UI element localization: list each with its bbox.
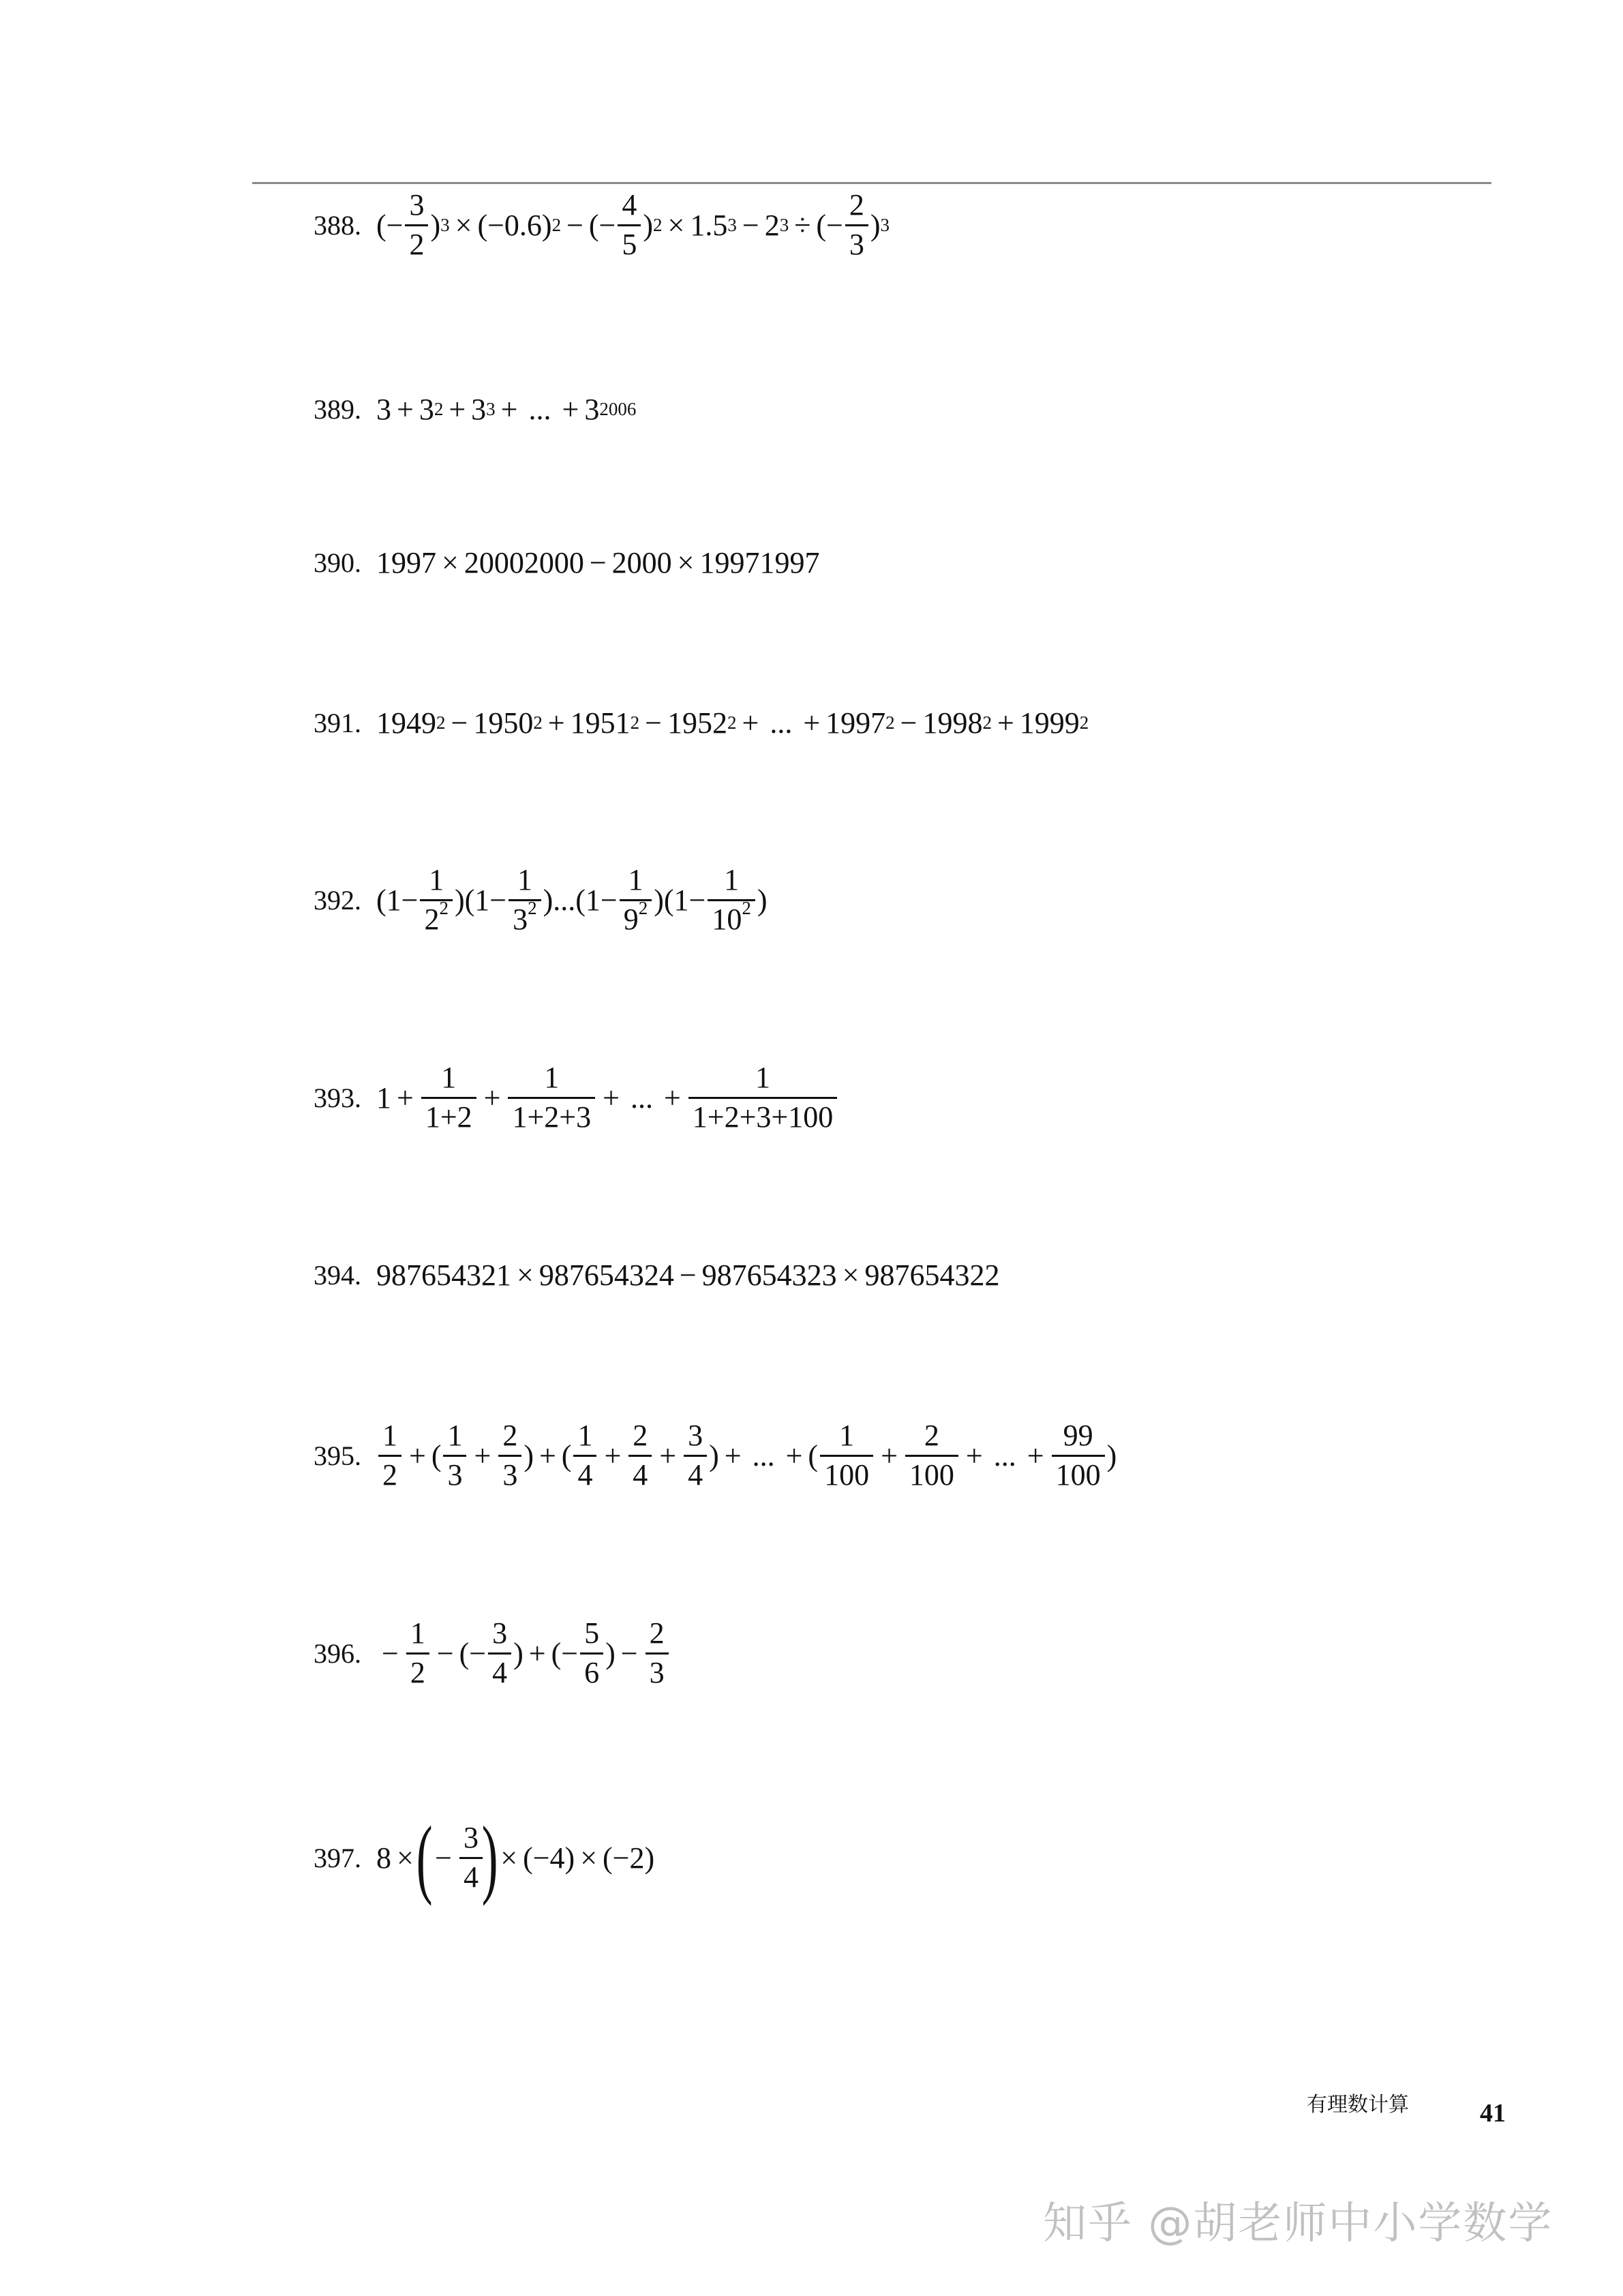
fraction <box>459 1822 483 1892</box>
denominator: 4 <box>628 1455 652 1491</box>
problem-number: 391. <box>314 707 361 738</box>
fraction <box>420 864 453 935</box>
operator: + <box>528 1636 546 1670</box>
problem-number: 397. <box>314 1842 361 1873</box>
problem-number: 392. <box>314 884 361 916</box>
fraction <box>378 1420 401 1490</box>
denominator: 100 <box>905 1455 958 1491</box>
numerator: 1 <box>544 1061 560 1095</box>
fraction <box>628 1420 652 1490</box>
denominator: 1+2+3 <box>508 1097 595 1133</box>
expression <box>376 545 819 580</box>
term: (− <box>459 1636 487 1670</box>
numerator: 5 <box>584 1616 600 1650</box>
operator: × <box>667 208 685 242</box>
operator: × <box>500 1841 518 1875</box>
ellipsis: ... <box>630 1081 653 1115</box>
operator: − <box>742 208 759 242</box>
expression <box>376 864 768 935</box>
section-title: 有理数计算 <box>1307 2093 1409 2117</box>
numerator: 2 <box>649 1616 665 1650</box>
numerator: 2 <box>502 1419 518 1453</box>
operator: + <box>397 1081 414 1115</box>
term: 987654324 <box>539 1258 674 1292</box>
term: 1997 <box>376 545 436 579</box>
problem-number: 394. <box>314 1259 361 1290</box>
operator: × <box>842 1258 860 1292</box>
big-paren-right: ) <box>481 1809 498 1907</box>
term: 3 <box>584 392 600 426</box>
operator: + <box>997 706 1014 740</box>
numerator: 2 <box>924 1419 939 1453</box>
term: 19971997 <box>699 545 820 579</box>
term: ) <box>430 208 441 242</box>
term: 987654323 <box>701 1258 837 1292</box>
numerator: 2 <box>849 188 864 222</box>
numerator: 3 <box>409 188 425 222</box>
base: 10 <box>712 902 742 936</box>
operator: + <box>724 1438 742 1472</box>
fraction <box>509 864 541 935</box>
expression <box>376 1420 1117 1490</box>
numerator: 1 <box>577 1419 593 1453</box>
exponent: 2 <box>638 897 648 918</box>
numerator: 1 <box>447 1419 463 1453</box>
operator: + <box>785 1438 803 1472</box>
problem-389 <box>314 354 636 464</box>
expression: (− $\frac{3}{2}$ ) 3 × (−0.6) 2 − (− $\frac{4}{5}$ ) 2 × 1.5 3 − 2 3 ÷ (− $\frac{2}{3}$ ) 3 <box>376 188 890 261</box>
term: 987654321 <box>376 1258 511 1292</box>
ellipsis: ... <box>528 392 551 426</box>
exponent: 2 <box>742 897 751 918</box>
term: 1 <box>376 1081 391 1115</box>
fraction <box>573 1420 596 1490</box>
term: ) <box>870 208 881 242</box>
operator: × <box>677 545 695 579</box>
denominator: 3 <box>498 1455 521 1491</box>
problem-392 <box>314 845 768 954</box>
exponent: 2 <box>439 897 449 918</box>
term: 1.5 <box>690 208 728 242</box>
fraction <box>688 1062 837 1132</box>
denominator <box>620 899 652 935</box>
fraction <box>508 1062 595 1132</box>
operator: + <box>604 1438 622 1472</box>
base: 9 <box>623 902 639 936</box>
operator: + <box>742 706 759 740</box>
operator: − <box>566 208 583 242</box>
problem-391 <box>314 668 1089 777</box>
operator: × <box>397 1841 414 1875</box>
operator: − <box>435 1841 452 1875</box>
base: 3 <box>513 902 528 936</box>
operator: − <box>589 545 607 579</box>
operator: − <box>451 706 468 740</box>
numerator: 3 <box>492 1616 508 1650</box>
problem-393 <box>314 1043 839 1152</box>
operator: ÷ <box>794 208 811 242</box>
operator: − <box>382 1636 399 1670</box>
fraction <box>708 864 755 935</box>
term: (−4) <box>523 1841 575 1875</box>
operator: + <box>539 1438 556 1472</box>
denominator: 3 <box>443 1455 466 1491</box>
problem-number: 388. <box>314 209 361 241</box>
operator: − <box>679 1258 697 1292</box>
term: ) <box>524 1438 534 1472</box>
operator: × <box>517 1258 534 1292</box>
fraction <box>820 1420 873 1490</box>
numerator: 4 <box>622 188 637 222</box>
denominator: 1+2+3+100 <box>688 1097 837 1133</box>
fraction <box>646 1618 669 1688</box>
operator: + <box>397 392 414 426</box>
operator: − <box>620 1636 638 1670</box>
numerator: 99 <box>1063 1419 1093 1453</box>
operator: − <box>645 706 662 740</box>
numerator: 1 <box>839 1419 855 1453</box>
denominator: 100 <box>820 1455 873 1491</box>
operator: × <box>580 1841 598 1875</box>
problem-396 <box>314 1599 671 1708</box>
ellipsis: ... <box>993 1438 1016 1472</box>
fraction <box>618 190 641 260</box>
term: ) <box>709 1438 719 1472</box>
term: ) <box>757 883 768 917</box>
denominator: 6 <box>580 1652 603 1689</box>
fraction <box>421 1062 476 1132</box>
fraction <box>406 1618 429 1688</box>
term: (− <box>376 208 404 242</box>
term: (− <box>551 1636 579 1670</box>
operator: × <box>455 208 472 242</box>
term: (− <box>588 208 616 242</box>
denominator: 1+2 <box>421 1097 476 1133</box>
problem-number: 390. <box>314 547 361 578</box>
numerator: 1 <box>628 863 643 897</box>
problem-397 <box>314 1803 654 1912</box>
term: ( <box>808 1438 819 1472</box>
operator: + <box>500 392 518 426</box>
denominator: 4 <box>488 1652 511 1689</box>
expression: 3 + 3 2 + 3 3 + ... + 3 2006 <box>376 392 637 426</box>
expression <box>376 1062 839 1132</box>
denominator: 2 <box>378 1455 401 1491</box>
operator: × <box>442 545 459 579</box>
operator: + <box>965 1438 983 1472</box>
denominator <box>509 899 541 935</box>
problem-number: 393. <box>314 1082 361 1113</box>
fraction <box>443 1420 466 1490</box>
operator: − <box>900 706 917 740</box>
term: 1950 <box>473 706 534 740</box>
term: 1952 <box>667 706 727 740</box>
denominator: 2 <box>405 224 428 260</box>
numerator: 1 <box>441 1061 457 1095</box>
term: (− <box>816 208 843 242</box>
operator: + <box>803 706 821 740</box>
denominator <box>708 899 755 935</box>
operator: + <box>663 1081 681 1115</box>
denominator: 4 <box>459 1857 483 1893</box>
denominator <box>420 899 453 935</box>
operator: + <box>449 392 466 426</box>
term: ( <box>561 1438 572 1472</box>
exponent: 2 <box>528 897 537 918</box>
problem-394 <box>314 1220 999 1329</box>
term: ) <box>643 208 654 242</box>
fraction <box>620 864 652 935</box>
operator: + <box>474 1438 491 1472</box>
term: 1951 <box>570 706 631 740</box>
denominator: 4 <box>573 1455 596 1491</box>
expression <box>376 1618 671 1688</box>
numerator: 1 <box>517 863 532 897</box>
fraction <box>488 1618 511 1688</box>
term: 987654322 <box>864 1258 1000 1292</box>
expression <box>376 1258 999 1293</box>
fraction <box>845 190 868 260</box>
denominator: 4 <box>684 1455 707 1491</box>
operator: + <box>409 1438 426 1472</box>
operator: + <box>881 1438 898 1472</box>
fraction <box>405 190 428 260</box>
term: 2000 <box>611 545 672 579</box>
term: 1999 <box>1019 706 1080 740</box>
denominator: 3 <box>845 224 868 260</box>
term: 3 <box>419 392 434 426</box>
fraction <box>498 1420 521 1490</box>
denominator: 5 <box>618 224 641 260</box>
problem-395 <box>314 1401 1117 1510</box>
problem-388 <box>314 170 890 280</box>
ellipsis: ... <box>752 1438 775 1472</box>
term: ) <box>513 1636 524 1670</box>
fraction <box>905 1420 958 1490</box>
numerator: 1 <box>755 1061 770 1095</box>
fraction <box>580 1618 603 1688</box>
numerator: 3 <box>688 1419 703 1453</box>
numerator: 1 <box>429 863 444 897</box>
term: ) <box>605 1636 616 1670</box>
operator: − <box>436 1636 454 1670</box>
numerator: 3 <box>463 1821 479 1855</box>
term: (1− <box>376 883 419 917</box>
fraction <box>1052 1420 1105 1490</box>
term: 3 <box>471 392 487 426</box>
term: 2 <box>764 208 780 242</box>
expression <box>376 1809 655 1907</box>
problem-number: 389. <box>314 393 361 425</box>
operator: + <box>483 1081 501 1115</box>
problem-number: 396. <box>314 1637 361 1669</box>
term: 20002000 <box>464 545 584 579</box>
ellipsis: ... <box>770 706 793 740</box>
denominator: 100 <box>1052 1455 1105 1491</box>
term: (−2) <box>603 1841 655 1875</box>
denominator: 2 <box>406 1652 429 1689</box>
term: )...(1− <box>543 883 618 917</box>
problem-390 <box>314 508 819 617</box>
term: 8 <box>376 1841 391 1875</box>
term: ) <box>1106 1438 1117 1472</box>
term: 3 <box>376 392 391 426</box>
numerator: 2 <box>633 1419 648 1453</box>
term: )(1− <box>454 883 507 917</box>
numerator: 1 <box>410 1616 425 1650</box>
fraction <box>684 1420 707 1490</box>
operator: + <box>659 1438 677 1472</box>
term: )(1− <box>654 883 706 917</box>
numerator: 1 <box>382 1419 397 1453</box>
big-paren-left: ( <box>416 1809 433 1907</box>
term: 1998 <box>922 706 983 740</box>
operator: + <box>1027 1438 1044 1472</box>
base: 2 <box>424 902 440 936</box>
term: (−0.6) <box>477 208 552 242</box>
term: 1997 <box>825 706 886 740</box>
operator: + <box>603 1081 620 1115</box>
operator: + <box>562 392 579 426</box>
denominator: 3 <box>646 1652 669 1689</box>
numerator: 1 <box>724 863 740 897</box>
expression: 1949 2 − 1950 2 + 1951 2 − 1952 2 + ... + 1997 2 − 1998 2 + 1999 2 <box>376 706 1089 740</box>
watermark: 知乎 @胡老师中小学数学 <box>1043 2199 1553 2249</box>
operator: + <box>547 706 565 740</box>
term: 1949 <box>376 706 436 740</box>
term: ( <box>431 1438 442 1472</box>
problem-number: 395. <box>314 1440 361 1471</box>
page-number: 41 <box>1480 2099 1506 2128</box>
